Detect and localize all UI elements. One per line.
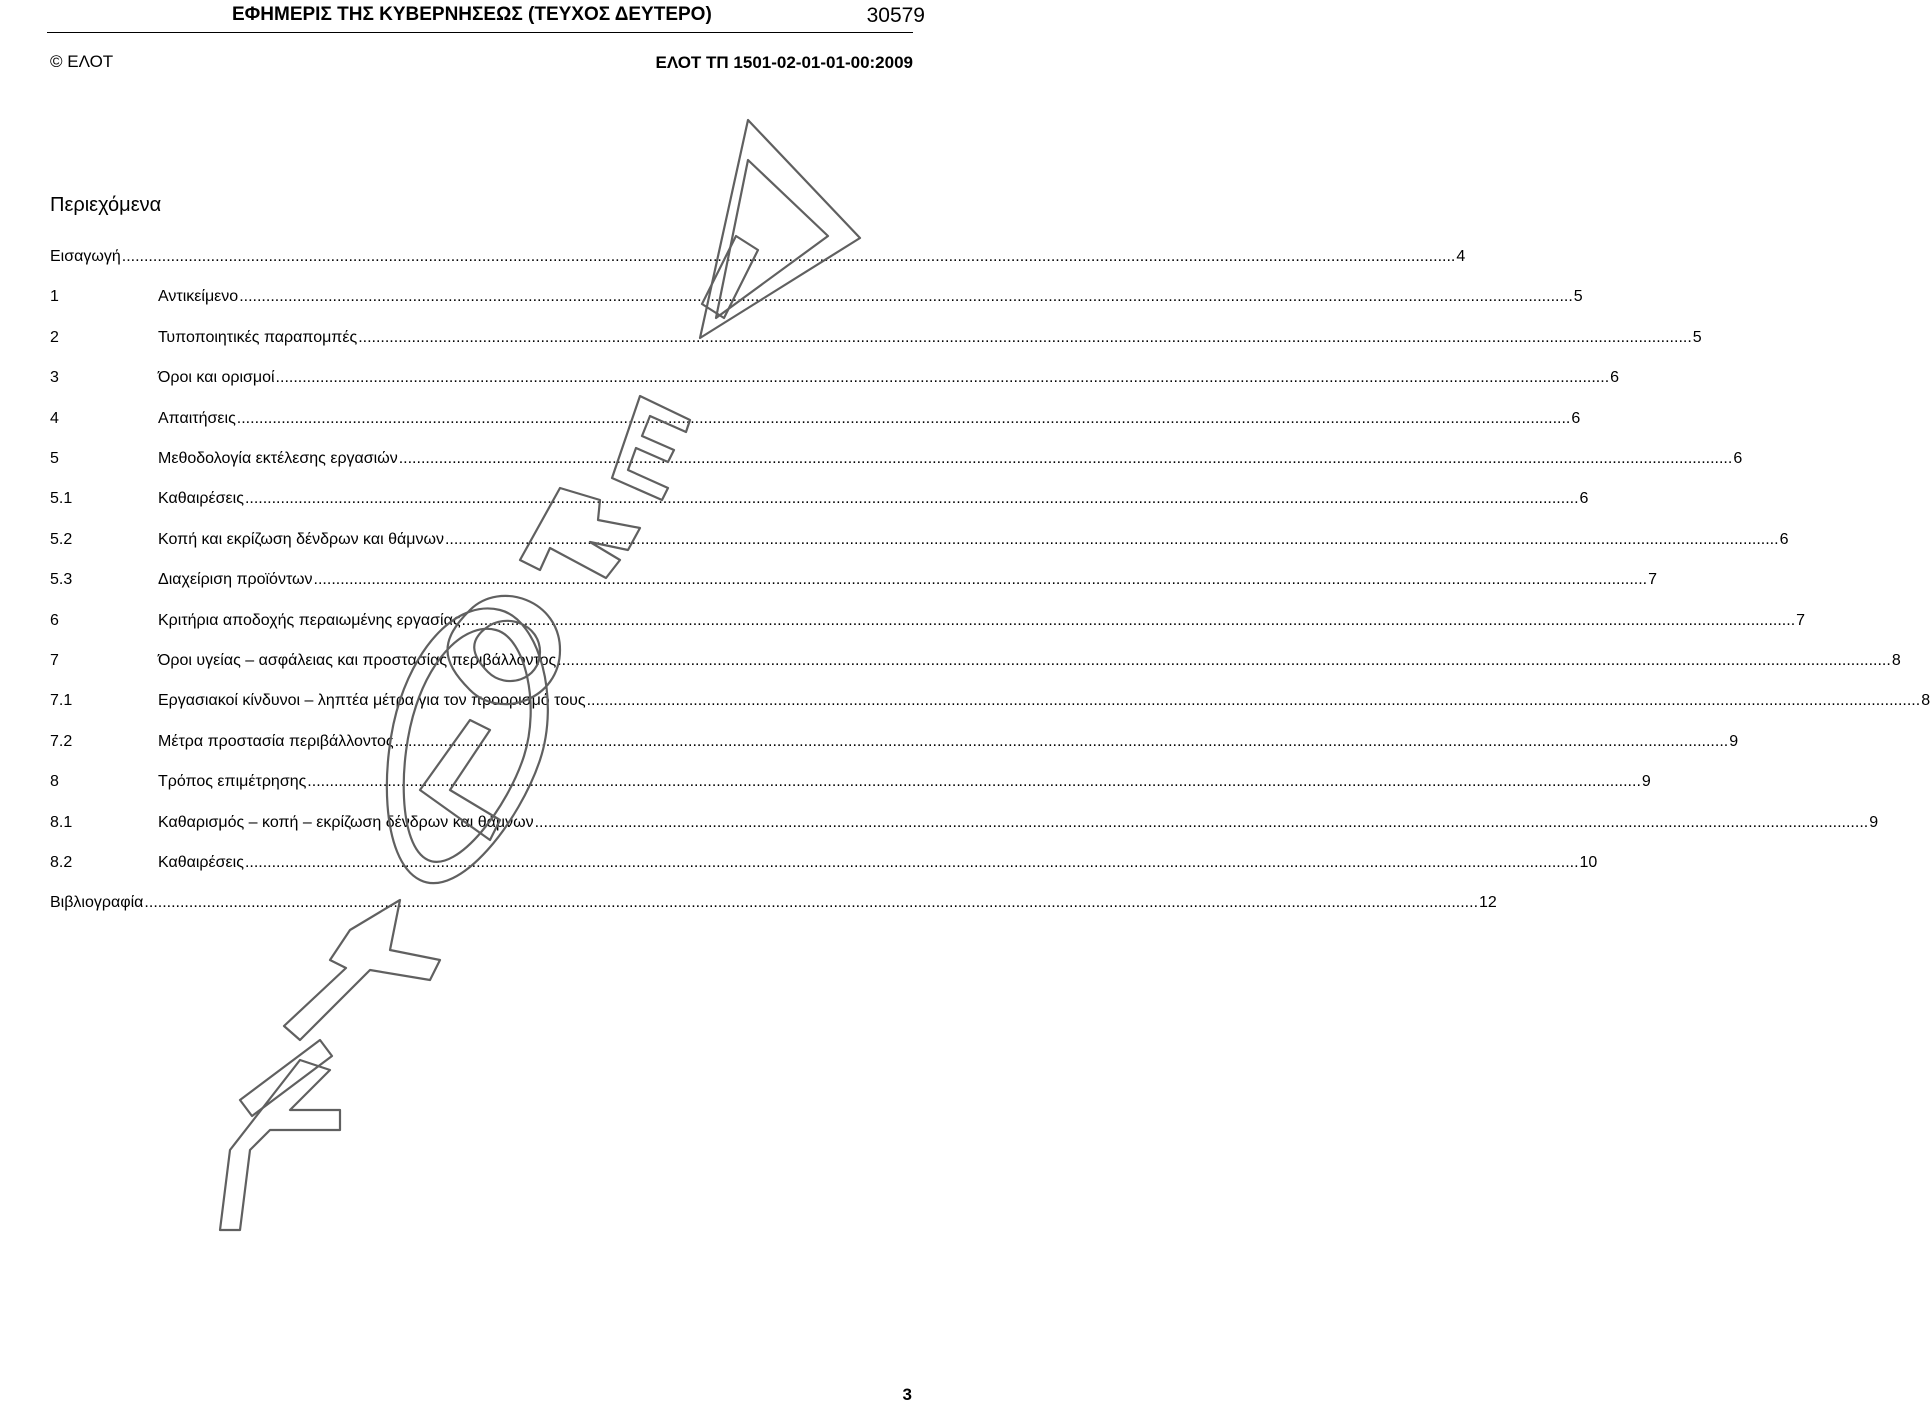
toc-entry-title: Όροι υγείας – ασφάλειας και προστασίας περιβάλλοντος bbox=[158, 652, 557, 669]
toc-dot-leader: ............................................................................................................................................................................................................................................................................................................ bbox=[358, 328, 1692, 346]
watermark-letter-y bbox=[284, 900, 440, 1040]
toc-entry-title: Βιβλιογραφία bbox=[50, 894, 144, 912]
toc-entry-number: 8.1 bbox=[50, 813, 73, 831]
toc-dot-leader: ............................................................................................................................................................................................................................................................................................................ bbox=[461, 611, 1796, 629]
toc-entry[interactable] bbox=[50, 888, 1497, 914]
toc-dot-leader: ............................................................................................................................................................................................................................................................................................................ bbox=[307, 773, 1641, 791]
toc-entry-title: Εργασιακοί κίνδυνοι – ληπτέα μέτρα για τον προορισμό τους bbox=[158, 692, 586, 710]
toc-entry-page: 6 bbox=[1571, 409, 1581, 427]
toc-entry-number: 7.1 bbox=[50, 692, 73, 710]
toc-entry-number: 3 bbox=[50, 369, 59, 387]
toc-dot-leader: ............................................................................................................................................................................................................................................................................................................ bbox=[557, 652, 1891, 669]
toc-entry-title: Καθαρισμός – κοπή – εκρίζωση δένδρων και θάμνων bbox=[158, 813, 534, 831]
toc-entry-page: 5 bbox=[1692, 328, 1702, 346]
toc-entry-page: 6 bbox=[1733, 450, 1743, 467]
toc-entry-page: 4 bbox=[1456, 248, 1466, 265]
toc-dot-leader: ............................................................................................................................................................................................................................................................................................................ bbox=[239, 288, 1573, 306]
toc-dot-leader: ............................................................................................................................................................................................................................................................................................................ bbox=[244, 854, 1579, 871]
toc-entry-title: Διαχείριση προϊόντων bbox=[158, 571, 313, 589]
toc-entry[interactable] bbox=[50, 646, 1901, 672]
toc-entry[interactable] bbox=[50, 282, 1583, 308]
standard-identifier: ΕΛΟΤ ΤΠ 1501-02-01-01-00:2009 bbox=[655, 53, 913, 72]
toc-entry[interactable] bbox=[50, 565, 1658, 591]
toc-entry-page: 9 bbox=[1869, 813, 1879, 831]
toc-entry-title: Απαιτήσεις bbox=[158, 409, 236, 427]
toc-entry-number: 5 bbox=[50, 450, 59, 467]
toc-entry-page: 7 bbox=[1796, 611, 1806, 629]
toc-entry-number: 8 bbox=[50, 773, 59, 791]
gazette-header-title: ΕΦΗΜΕΡΙΣ ΤΗΣ ΚΥΒΕΡΝΗΣΕΩΣ (ΤΕΥΧΟΣ ΔΕΥΤΕΡΟ) bbox=[232, 4, 712, 25]
watermark-letter-v bbox=[220, 1060, 340, 1230]
header-divider bbox=[47, 32, 913, 33]
toc-entry[interactable] bbox=[50, 767, 1651, 793]
toc-entry-title: Μεθοδολογία εκτέλεσης εργασιών bbox=[158, 450, 398, 467]
toc-entry-page: 9 bbox=[1641, 773, 1651, 791]
toc-entry-number: 6 bbox=[50, 611, 59, 629]
watermark-bar bbox=[240, 1040, 332, 1116]
gazette-page-number: 30579 bbox=[866, 4, 925, 27]
toc-entry-page: 8 bbox=[1891, 652, 1901, 669]
toc-entry-page: 6 bbox=[1579, 490, 1589, 508]
toc-dot-leader: ............................................................................................................................................................................................................................................................................................................ bbox=[394, 732, 1729, 750]
toc-entry-title: Κοπή και εκρίζωση δένδρων και θάμνων bbox=[158, 530, 444, 548]
toc-entry-title: Όροι και ορισμοί bbox=[158, 369, 275, 387]
toc-entry[interactable] bbox=[50, 808, 1879, 834]
toc-entry[interactable] bbox=[50, 484, 1589, 510]
toc-title: Περιεχόμενα bbox=[50, 194, 162, 216]
toc-entry-number: 8.2 bbox=[50, 854, 73, 871]
toc-entry[interactable] bbox=[50, 686, 1930, 712]
toc-entry-number: 5.3 bbox=[50, 571, 73, 589]
toc-dot-leader: ............................................................................................................................................................................................................................................................................................................ bbox=[121, 248, 1456, 265]
toc-entry-page: 10 bbox=[1579, 854, 1598, 871]
toc-entry-page: 6 bbox=[1779, 530, 1789, 548]
toc-dot-leader: ............................................................................................................................................................................................................................................................................................................ bbox=[144, 894, 1479, 912]
toc-entry[interactable] bbox=[50, 363, 1620, 389]
toc-entry-title: Κριτήρια αποδοχής περαιωμένης εργασίας bbox=[158, 611, 461, 629]
toc-dot-leader: ............................................................................................................................................................................................................................................................................................................ bbox=[313, 571, 1648, 589]
toc-entry-page: 6 bbox=[1610, 369, 1620, 387]
toc-entry-title: Μέτρα προστασία περιβάλλοντος bbox=[158, 732, 394, 750]
toc-entry-page: 9 bbox=[1729, 732, 1739, 750]
toc-entry-title: Τρόπος επιμέτρησης bbox=[158, 773, 307, 791]
toc-dot-leader: ............................................................................................................................................................................................................................................................................................................ bbox=[444, 530, 1779, 548]
toc-dot-leader: ............................................................................................................................................................................................................................................................................................................ bbox=[244, 490, 1579, 508]
toc-dot-leader: ............................................................................................................................................................................................................................................................................................................ bbox=[586, 692, 1921, 710]
toc-entry-number: 7.2 bbox=[50, 732, 73, 750]
toc-dot-leader: ............................................................................................................................................................................................................................................................................................................ bbox=[236, 409, 1571, 427]
toc-entry-page: 12 bbox=[1479, 894, 1497, 912]
toc-entry-page: 8 bbox=[1921, 692, 1930, 710]
toc-entry[interactable] bbox=[50, 606, 1806, 632]
toc-entry-title: Αντικείμενο bbox=[158, 288, 239, 306]
toc-entry-page: 5 bbox=[1573, 288, 1583, 306]
toc-entry-number: 2 bbox=[50, 328, 59, 346]
toc-entry-number: 5.2 bbox=[50, 530, 73, 548]
toc-entry-number: 1 bbox=[50, 288, 59, 306]
toc-dot-leader: ............................................................................................................................................................................................................................................................................................................ bbox=[398, 450, 1733, 467]
copyright-notice: © ΕΛΟΤ bbox=[50, 52, 114, 71]
toc-entry[interactable] bbox=[50, 323, 1702, 349]
toc-entry-number: 5.1 bbox=[50, 490, 73, 508]
page-number: 3 bbox=[902, 1385, 912, 1404]
toc-entry-title: Εισαγωγή bbox=[50, 248, 121, 265]
toc-entry[interactable] bbox=[50, 848, 1598, 874]
toc-entry[interactable] bbox=[50, 525, 1789, 551]
toc-entry-number: 4 bbox=[50, 409, 59, 427]
toc-dot-leader: ............................................................................................................................................................................................................................................................................................................ bbox=[275, 369, 1610, 387]
toc-entry[interactable] bbox=[50, 242, 1466, 268]
toc-entry-title: Καθαιρέσεις bbox=[158, 854, 244, 871]
toc-entry[interactable] bbox=[50, 444, 1743, 470]
toc-entry-number: 7 bbox=[50, 652, 59, 669]
toc-entry-title: Τυποποιητικές παραπομπές bbox=[158, 328, 358, 346]
toc-entry-page: 7 bbox=[1648, 571, 1658, 589]
toc-dot-leader: ............................................................................................................................................................................................................................................................................................................ bbox=[534, 813, 1869, 831]
toc-entry-title: Καθαιρέσεις bbox=[158, 490, 244, 508]
toc-entry[interactable] bbox=[50, 404, 1581, 430]
toc-entry[interactable] bbox=[50, 727, 1739, 753]
